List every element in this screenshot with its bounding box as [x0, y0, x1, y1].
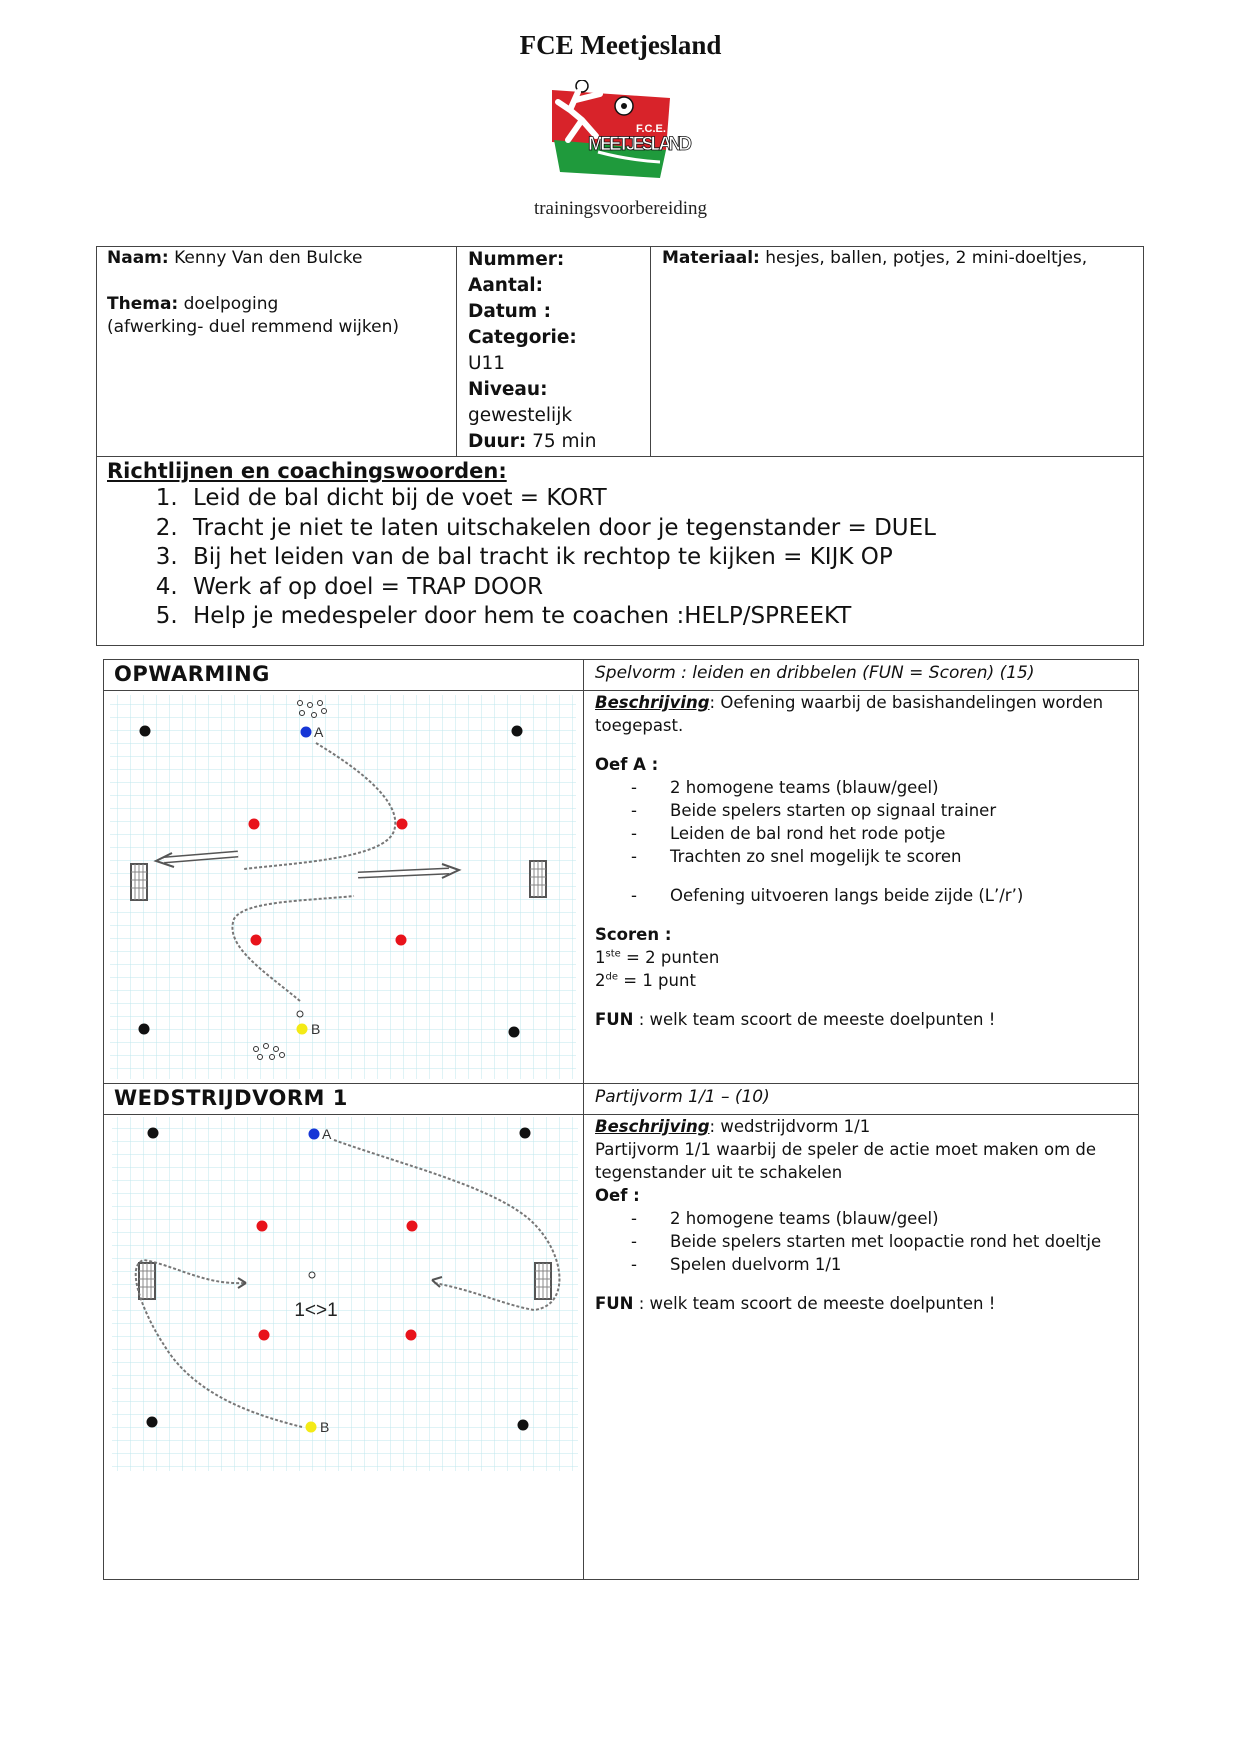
- warmup-oef-label: Oef A :: [595, 755, 659, 774]
- info-col-materiaal: [651, 247, 1143, 456]
- player-a-blue: [309, 1129, 320, 1140]
- match-title: WEDSTRIJDVORM 1: [104, 1084, 584, 1115]
- score-line-2: 2de = 1 punt: [595, 971, 696, 990]
- naam-label: Naam:: [107, 248, 169, 268]
- corner-marker: [148, 1128, 159, 1139]
- corner-marker: [509, 1027, 520, 1038]
- nummer-label: Nummer:: [468, 249, 565, 270]
- warmup-fun-label: FUN: [595, 1010, 634, 1029]
- red-cone: [249, 819, 260, 830]
- match-form: Partijvorm 1/1 – (10): [584, 1084, 1138, 1115]
- info-col-details: [457, 247, 651, 456]
- materiaal-label: Materiaal:: [662, 248, 760, 268]
- warmup-fun-text: : welk team scoort de meeste doelpunten !: [633, 1010, 996, 1029]
- thema-label: Thema:: [107, 294, 179, 314]
- player-b-yellow: [297, 1024, 308, 1035]
- page-subtitle: trainingsvoorbereiding: [533, 198, 708, 219]
- guidelines-title: Richtlijnen en coachingswoorden:: [107, 459, 507, 483]
- score-line-1: 1ste = 2 punten: [595, 948, 720, 967]
- warmup-form: Spelvorm : leiden en dribbelen (FUN = Scoren) (15): [584, 660, 1138, 691]
- logo-text: MEETJESLAND: [588, 134, 692, 155]
- warmup-diagram: [104, 691, 584, 1083]
- red-cone: [397, 819, 408, 830]
- categorie-value: U11: [468, 353, 506, 374]
- match-desc-text: : wedstrijdvorm 1/1: [709, 1117, 871, 1136]
- red-cone: [257, 1221, 268, 1232]
- corner-marker: [147, 1417, 158, 1428]
- club-logo: [548, 80, 698, 184]
- warmup-item: - Leiden de bal rond het rode potje: [595, 822, 1127, 845]
- corner-marker: [140, 726, 151, 737]
- corner-marker: [520, 1128, 531, 1139]
- warmup-description: [584, 691, 1138, 1083]
- score-label: Scoren :: [595, 925, 672, 944]
- guideline-item: 4. Werk af op doel = TRAP DOOR: [185, 573, 1133, 603]
- warmup-title: OPWARMING: [104, 660, 584, 691]
- match-oef-label: Oef :: [595, 1186, 640, 1205]
- red-cone: [406, 1330, 417, 1341]
- match-fun-label: FUN: [595, 1294, 634, 1313]
- player-b-label: B: [320, 1419, 330, 1435]
- red-cone: [251, 935, 262, 946]
- guidelines-list: [107, 484, 1133, 632]
- player-b-label: B: [311, 1021, 321, 1037]
- match-desc-text2: Partijvorm 1/1 waarbij de speler de actie moet maken om de tegenstander uit te schakelen: [595, 1140, 1097, 1182]
- duur-value: 75 min: [532, 431, 597, 452]
- page-title: FCE Meetjesland: [519, 30, 722, 60]
- materiaal-value: hesjes, ballen, potjes, 2 mini-doeltjes,: [765, 248, 1088, 268]
- mini-goal-left: [139, 1263, 155, 1299]
- red-cone: [396, 935, 407, 946]
- guideline-item: 1. Leid de bal dicht bij de voet = KORT: [185, 484, 1133, 514]
- ball-icon: [297, 1011, 303, 1017]
- match-section: [103, 1083, 1139, 1580]
- red-cone: [407, 1221, 418, 1232]
- warmup-item: - 2 homogene teams (blauw/geel): [595, 776, 1127, 799]
- aantal-label: Aantal:: [468, 275, 544, 296]
- guideline-item: 2. Tracht je niet te laten uitschakelen door je tegenstander = DUEL: [185, 514, 1133, 544]
- player-a-label: A: [314, 724, 324, 740]
- match-item: - Beide spelers starten met loopactie rond het doeltje: [595, 1230, 1127, 1253]
- warmup-items: [595, 776, 1127, 868]
- match-item: - Spelen duelvorm 1/1: [595, 1253, 1127, 1276]
- red-cone: [259, 1330, 270, 1341]
- warmup-extra: [595, 884, 1127, 907]
- match-desc-label: Beschrijving: [595, 1117, 710, 1136]
- mini-goal-right: [530, 861, 546, 897]
- match-item: - 2 homogene teams (blauw/geel): [595, 1207, 1127, 1230]
- corner-marker: [139, 1024, 150, 1035]
- match-diagram: [104, 1115, 584, 1579]
- match-fun-text: : welk team scoort de meeste doelpunten !: [633, 1294, 996, 1313]
- ball-icon: [309, 1272, 315, 1278]
- corner-marker: [518, 1420, 529, 1431]
- warmup-section: [103, 659, 1139, 1084]
- mini-goal-left: [131, 864, 147, 900]
- niveau-value: gewestelijk: [468, 405, 573, 426]
- niveau-label: Niveau:: [468, 379, 548, 400]
- warmup-item: - Trachten zo snel mogelijk te scoren: [595, 845, 1127, 868]
- guideline-item: 3. Bij het leiden van de bal tracht ik rechtop te kijken = KIJK OP: [185, 543, 1133, 573]
- match-description: [584, 1115, 1138, 1579]
- player-a-blue: [301, 727, 312, 738]
- warmup-desc-text: : Oefening waarbij de basishandelingen worden toegepast.: [595, 693, 1104, 735]
- duel-label: 1<>1: [294, 1300, 338, 1321]
- categorie-label: Categorie:: [468, 327, 577, 348]
- info-table: [96, 246, 1144, 646]
- naam-value: Kenny Van den Bulcke: [174, 248, 363, 268]
- warmup-item: - Beide spelers starten op signaal trainer: [595, 799, 1127, 822]
- player-a-label: A: [322, 1126, 332, 1142]
- warmup-desc-label: Beschrijving: [595, 693, 710, 712]
- guidelines-section: [107, 458, 1133, 632]
- datum-label: Datum :: [468, 301, 551, 322]
- mini-goal-right: [535, 1263, 551, 1299]
- divider: [97, 456, 1143, 457]
- duur-label: Duur:: [468, 431, 527, 452]
- match-items: [595, 1207, 1127, 1276]
- logo-text-top: F.C.E.: [636, 123, 666, 135]
- corner-marker: [512, 726, 523, 737]
- player-b-yellow: [306, 1422, 317, 1433]
- warmup-extra-item: - Oefening uitvoeren langs beide zijde (L’/r’): [595, 884, 1127, 907]
- guideline-item: 5. Help je medespeler door hem te coachen :HELP/SPREEKT: [185, 602, 1133, 632]
- thema-value: doelpoging: [183, 294, 279, 314]
- thema-detail: (afwerking- duel remmend wijken): [107, 317, 399, 337]
- info-col-trainer: [97, 247, 457, 456]
